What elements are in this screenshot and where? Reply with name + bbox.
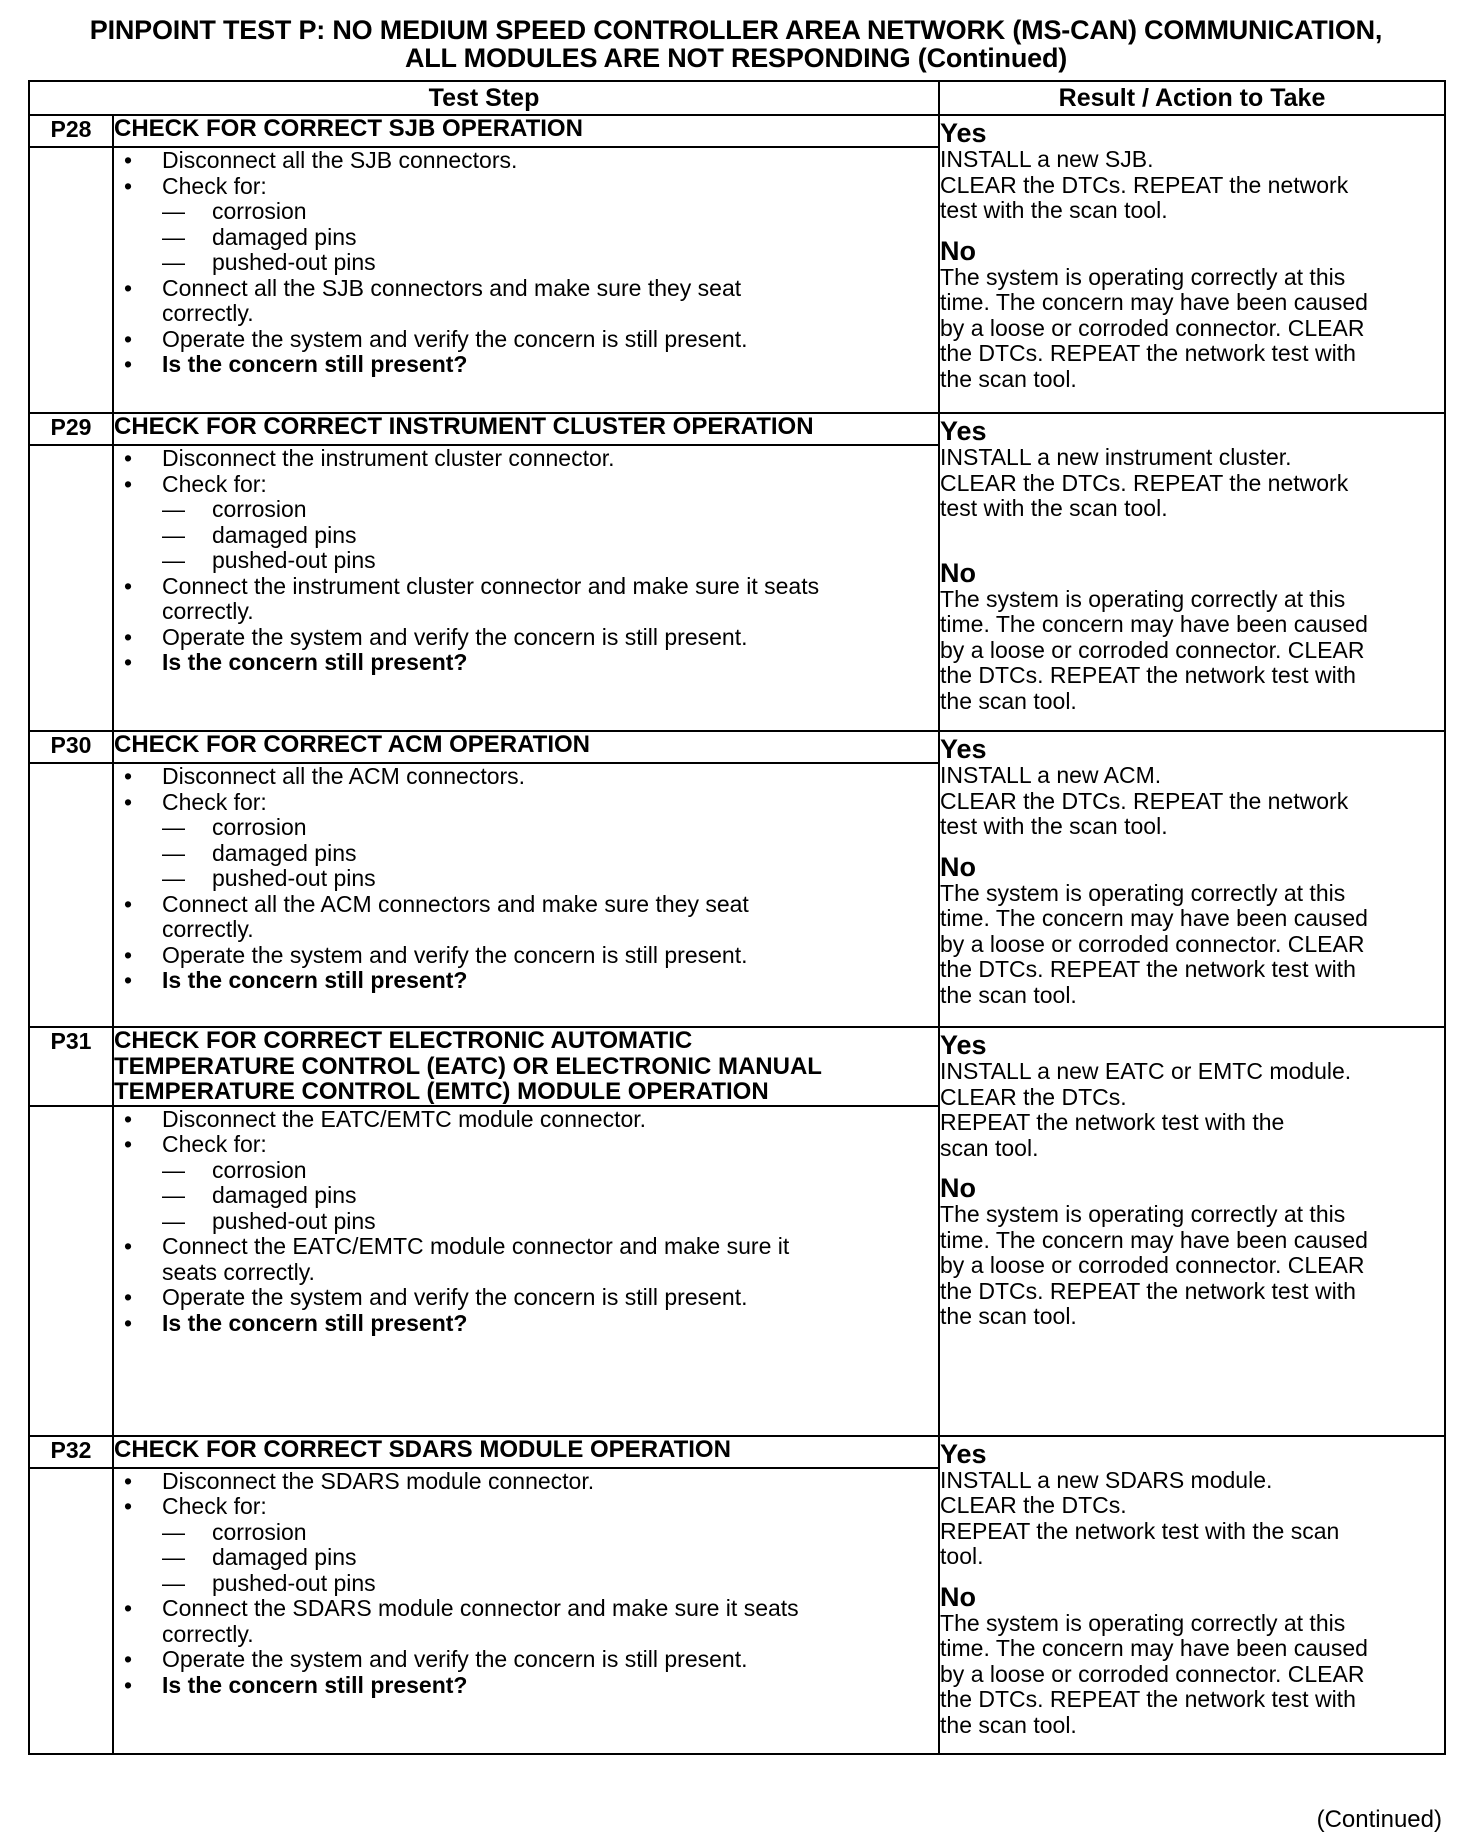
- bullet-icon: •: [124, 351, 133, 377]
- connect-instruction-cont: correctly.: [162, 598, 254, 624]
- spacer: [940, 1570, 1444, 1580]
- no-action-line: time. The concern may have been caused: [940, 289, 1368, 315]
- check-corrosion: corrosion: [212, 198, 307, 224]
- step-id-blank: [29, 763, 113, 1027]
- bullet-icon: •: [124, 890, 133, 917]
- check-damaged-pins: damaged pins: [212, 1544, 357, 1570]
- yes-label: Yes: [940, 1030, 987, 1060]
- spacer: [940, 522, 1444, 556]
- header-result: Result / Action to Take: [939, 81, 1445, 115]
- no-action-line: The system is operating correctly at this: [940, 1201, 1346, 1227]
- check-corrosion: corrosion: [212, 1518, 307, 1545]
- concern-question: Is the concern still present?: [162, 1309, 468, 1336]
- check-for-instruction: Check for:: [162, 172, 267, 199]
- step-title-line: CHECK FOR CORRECT SJB OPERATION: [114, 115, 583, 142]
- connect-instruction-item: [114, 1596, 938, 1622]
- concern-question-item: [114, 968, 938, 994]
- no-action-line: time. The concern may have been caused: [940, 1226, 1368, 1253]
- check-pushed-out-pins: pushed-out pins: [212, 547, 376, 573]
- dash-icon: —: [162, 198, 185, 224]
- yes-label: Yes: [940, 416, 987, 446]
- no-action-line: the scan tool.: [940, 1303, 1077, 1329]
- no-label: No: [940, 235, 977, 266]
- step-title-line: CHECK FOR CORRECT SDARS MODULE OPERATION: [114, 1435, 731, 1463]
- bullet-icon: •: [124, 1233, 133, 1259]
- no-label: No: [940, 1173, 977, 1203]
- no-action-line: the DTCs. REPEAT the network test with: [940, 1686, 1356, 1712]
- step-title-row: [29, 413, 1445, 445]
- disconnect-instruction: Disconnect the EATC/EMTC module connector.: [162, 1105, 647, 1132]
- page-title: [28, 16, 1444, 72]
- check-pushed-out-pins-item: [114, 250, 938, 276]
- step-title-line: TEMPERATURE CONTROL (EATC) OR ELECTRONIC MANUAL: [114, 1052, 822, 1080]
- disconnect-instruction: Disconnect all the ACM connectors.: [162, 763, 526, 789]
- operate-instruction: Operate the system and verify the concern is still present.: [162, 325, 748, 352]
- yes-action-line: INSTALL a new ACM.: [940, 762, 1162, 788]
- no-action-line: time. The concern may have been caused: [940, 1635, 1368, 1661]
- disconnect-instruction-item: [114, 446, 938, 472]
- check-damaged-pins: damaged pins: [212, 839, 357, 866]
- check-damaged-pins-item: [114, 523, 938, 549]
- check-for-instruction-item: [114, 790, 938, 816]
- check-damaged-pins: damaged pins: [212, 223, 357, 250]
- bullet-icon: •: [124, 470, 133, 497]
- yes-action-line: test with the scan tool.: [940, 495, 1168, 521]
- yes-action-line: INSTALL a new SJB.: [940, 146, 1154, 172]
- no-action-line: the DTCs. REPEAT the network test with: [940, 956, 1356, 982]
- yes-action-line: CLEAR the DTCs. REPEAT the network: [940, 171, 1349, 198]
- yes-label: Yes: [940, 734, 987, 764]
- connect-instruction-item: [114, 276, 938, 302]
- step-title-row: [29, 731, 1445, 763]
- spacer: [940, 840, 1444, 850]
- no-action-line: the DTCs. REPEAT the network test with: [940, 1277, 1356, 1304]
- check-pushed-out-pins-item: [114, 548, 938, 574]
- step-id: P28: [29, 115, 113, 147]
- result-cell: [939, 1027, 1445, 1436]
- connect-instruction-item: [114, 574, 938, 600]
- yes-action-line: INSTALL a new EATC or EMTC module.: [940, 1058, 1352, 1084]
- check-for-instruction: Check for:: [162, 1131, 267, 1157]
- check-pushed-out-pins: pushed-out pins: [212, 1569, 376, 1596]
- no-action-line: the scan tool.: [940, 687, 1077, 714]
- no-action-line: by a loose or corroded connector. CLEAR: [940, 1252, 1365, 1278]
- bullet-icon: •: [124, 967, 133, 993]
- operate-instruction: Operate the system and verify the concern is still present.: [162, 623, 748, 650]
- check-pushed-out-pins-item: [114, 866, 938, 892]
- no-action-line: by a loose or corroded connector. CLEAR: [940, 930, 1365, 957]
- step-title-line: CHECK FOR CORRECT INSTRUMENT CLUSTER OPERATION: [114, 413, 814, 440]
- check-pushed-out-pins: pushed-out pins: [212, 1207, 376, 1234]
- bullet-icon: •: [124, 172, 133, 199]
- yes-label: Yes: [940, 1438, 987, 1469]
- dash-icon: —: [162, 1569, 185, 1596]
- step-title-line: CHECK FOR CORRECT ELECTRONIC AUTOMATIC: [114, 1027, 693, 1054]
- no-action-line: by a loose or corroded connector. CLEAR: [940, 314, 1365, 341]
- header-test-step: Test Step: [29, 81, 939, 115]
- result-cell: [939, 115, 1445, 413]
- spacer: [940, 1161, 1444, 1171]
- dash-icon: —: [162, 521, 185, 548]
- page-title-line-1: PINPOINT TEST P: NO MEDIUM SPEED CONTROLLER AREA NETWORK (MS-CAN) COMMUNICATION,: [89, 15, 1383, 45]
- concern-question-item: [114, 1311, 938, 1337]
- result-cell: [939, 413, 1445, 731]
- connect-instruction-cont: seats correctly.: [162, 1258, 315, 1285]
- step-id: P32: [29, 1436, 113, 1468]
- disconnect-instruction-item: [114, 1107, 938, 1133]
- step-id-blank: [29, 147, 113, 413]
- step-title: [113, 1027, 939, 1106]
- check-corrosion-item: [114, 1520, 938, 1546]
- spacer: [940, 224, 1444, 234]
- operate-instruction-item: [114, 943, 938, 969]
- connect-instruction: Connect the EATC/EMTC module connector and make sure it: [162, 1233, 790, 1259]
- page-title-line-2: ALL MODULES ARE NOT RESPONDING (Continued): [404, 43, 1068, 73]
- no-action-line: the scan tool.: [940, 981, 1077, 1008]
- step-title: [113, 115, 939, 147]
- dash-icon: —: [162, 223, 185, 250]
- check-damaged-pins-item: [114, 841, 938, 867]
- yes-action-line: tool.: [940, 1543, 984, 1569]
- dash-icon: —: [162, 1182, 185, 1208]
- step-instructions: [113, 763, 939, 1027]
- bullet-icon: •: [124, 274, 133, 301]
- check-damaged-pins-item: [114, 1183, 938, 1209]
- connect-instruction-cont: correctly.: [162, 1620, 254, 1647]
- step-id: P31: [29, 1027, 113, 1106]
- connect-instruction-item: [114, 1234, 938, 1260]
- disconnect-instruction: Disconnect all the SJB connectors.: [162, 147, 518, 173]
- no-action-line: the scan tool.: [940, 365, 1077, 392]
- step-title-row: [29, 115, 1445, 147]
- bullet-icon: •: [124, 1467, 133, 1494]
- bullet-icon: •: [124, 623, 133, 650]
- dash-icon: —: [162, 814, 185, 840]
- no-action-line: the DTCs. REPEAT the network test with: [940, 340, 1356, 366]
- disconnect-instruction: Disconnect the instrument cluster connector.: [162, 445, 615, 471]
- no-action-line: The system is operating correctly at this: [940, 263, 1346, 290]
- disconnect-instruction-item: [114, 148, 938, 174]
- dash-icon: —: [162, 1156, 185, 1183]
- no-action-line: time. The concern may have been caused: [940, 905, 1368, 931]
- yes-action-line: REPEAT the network test with the: [940, 1109, 1285, 1135]
- yes-label: Yes: [940, 118, 987, 148]
- concern-question: Is the concern still present?: [162, 649, 468, 675]
- disconnect-instruction-item: [114, 764, 938, 790]
- check-damaged-pins: damaged pins: [212, 1182, 357, 1208]
- check-pushed-out-pins: pushed-out pins: [212, 249, 376, 275]
- check-for-instruction: Check for:: [162, 788, 267, 815]
- yes-action-line: scan tool.: [940, 1134, 1039, 1161]
- check-corrosion-item: [114, 497, 938, 523]
- no-action-line: by a loose or corroded connector. CLEAR: [940, 636, 1365, 663]
- check-pushed-out-pins: pushed-out pins: [212, 865, 376, 891]
- step-id-blank: [29, 445, 113, 731]
- bullet-icon: •: [124, 1646, 133, 1672]
- yes-action-line: INSTALL a new SDARS module.: [940, 1466, 1273, 1493]
- check-pushed-out-pins-item: [114, 1209, 938, 1235]
- dash-icon: —: [162, 496, 185, 522]
- connect-instruction: Connect all the ACM connectors and make sure they seat: [162, 890, 749, 917]
- check-damaged-pins: damaged pins: [212, 521, 357, 548]
- step-title-line: CHECK FOR CORRECT ACM OPERATION: [114, 731, 590, 758]
- dash-icon: —: [162, 865, 185, 891]
- step-instructions: [113, 1106, 939, 1436]
- step-instructions: [113, 147, 939, 413]
- step-title: [113, 1436, 939, 1468]
- dash-icon: —: [162, 839, 185, 866]
- dash-icon: —: [162, 1544, 185, 1570]
- operate-instruction: Operate the system and verify the concern is still present.: [162, 941, 748, 968]
- yes-action-line: CLEAR the DTCs.: [940, 1083, 1127, 1110]
- step-title: [113, 731, 939, 763]
- connect-instruction: Connect all the SJB connectors and make sure they seat: [162, 274, 742, 301]
- concern-question-item: [114, 352, 938, 378]
- step-instructions: [113, 1468, 939, 1754]
- no-label: No: [940, 557, 977, 588]
- step-id-blank: [29, 1106, 113, 1436]
- check-for-instruction-item: [114, 174, 938, 200]
- check-corrosion: corrosion: [212, 814, 307, 840]
- step-instructions: [113, 445, 939, 731]
- step-title: [113, 413, 939, 445]
- bullet-icon: •: [124, 1671, 133, 1698]
- check-corrosion-item: [114, 199, 938, 225]
- operate-instruction-item: [114, 1285, 938, 1311]
- bullet-icon: •: [124, 1131, 133, 1157]
- continued-label: (Continued): [1316, 1806, 1442, 1833]
- no-label: No: [940, 851, 977, 882]
- pinpoint-test-table: [28, 80, 1446, 1755]
- bullet-icon: •: [124, 1595, 133, 1621]
- bullet-icon: •: [124, 941, 133, 968]
- connect-instruction: Connect the SDARS module connector and make sure it seats: [162, 1595, 799, 1621]
- check-for-instruction: Check for:: [162, 1493, 267, 1519]
- disconnect-instruction: Disconnect the SDARS module connector.: [162, 1467, 595, 1494]
- bullet-icon: •: [124, 788, 133, 815]
- no-action-line: the scan tool.: [940, 1711, 1077, 1738]
- bullet-icon: •: [124, 1105, 133, 1132]
- bullet-icon: •: [124, 1309, 133, 1336]
- result-cell: [939, 1436, 1445, 1754]
- check-corrosion: corrosion: [212, 1156, 307, 1183]
- check-pushed-out-pins-item: [114, 1571, 938, 1597]
- check-for-instruction: Check for:: [162, 470, 267, 497]
- connect-instruction: Connect the instrument cluster connector and make sure it seats: [162, 572, 820, 599]
- concern-question-item: [114, 650, 938, 676]
- no-action-line: The system is operating correctly at this: [940, 879, 1346, 906]
- no-action-line: the DTCs. REPEAT the network test with: [940, 662, 1356, 688]
- connect-instruction-item: [114, 892, 938, 918]
- step-title-row: [29, 1027, 1445, 1106]
- yes-action-line: CLEAR the DTCs.: [940, 1492, 1127, 1518]
- no-action-line: The system is operating correctly at this: [940, 1609, 1346, 1636]
- concern-question: Is the concern still present?: [162, 351, 468, 377]
- step-id: P30: [29, 731, 113, 763]
- yes-action-line: CLEAR the DTCs. REPEAT the network: [940, 469, 1349, 496]
- concern-question-item: [114, 1673, 938, 1699]
- no-action-line: The system is operating correctly at this: [940, 585, 1346, 612]
- yes-action-line: test with the scan tool.: [940, 813, 1168, 839]
- operate-instruction-item: [114, 1647, 938, 1673]
- step-title-row: [29, 1436, 1445, 1468]
- check-for-instruction-item: [114, 1132, 938, 1158]
- dash-icon: —: [162, 1518, 185, 1545]
- bullet-icon: •: [124, 763, 133, 789]
- check-damaged-pins-item: [114, 1545, 938, 1571]
- connect-instruction-cont: correctly.: [162, 300, 254, 326]
- dash-icon: —: [162, 547, 185, 573]
- check-corrosion-item: [114, 815, 938, 841]
- dash-icon: —: [162, 1207, 185, 1234]
- concern-question: Is the concern still present?: [162, 1671, 468, 1698]
- check-for-instruction-item: [114, 472, 938, 498]
- step-id-blank: [29, 1468, 113, 1754]
- yes-action-line: REPEAT the network test with the scan: [940, 1517, 1340, 1544]
- yes-action-line: INSTALL a new instrument cluster.: [940, 444, 1292, 470]
- bullet-icon: •: [124, 572, 133, 599]
- yes-action-line: CLEAR the DTCs. REPEAT the network: [940, 787, 1349, 814]
- result-cell: [939, 731, 1445, 1027]
- bullet-icon: •: [124, 649, 133, 675]
- yes-action-line: test with the scan tool.: [940, 197, 1168, 223]
- bullet-icon: •: [124, 147, 133, 173]
- concern-question: Is the concern still present?: [162, 967, 468, 993]
- check-for-instruction-item: [114, 1494, 938, 1520]
- no-action-line: by a loose or corroded connector. CLEAR: [940, 1660, 1365, 1687]
- step-id: P29: [29, 413, 113, 445]
- bullet-icon: •: [124, 445, 133, 471]
- bullet-icon: •: [124, 1493, 133, 1519]
- operate-instruction: Operate the system and verify the concern is still present.: [162, 1646, 748, 1672]
- disconnect-instruction-item: [114, 1469, 938, 1495]
- check-corrosion: corrosion: [212, 496, 307, 522]
- no-action-line: time. The concern may have been caused: [940, 611, 1368, 637]
- check-damaged-pins-item: [114, 225, 938, 251]
- dash-icon: —: [162, 249, 185, 275]
- no-label: No: [940, 1581, 977, 1612]
- operate-instruction-item: [114, 625, 938, 651]
- operate-instruction: Operate the system and verify the concern is still present.: [162, 1284, 748, 1310]
- bullet-icon: •: [124, 1284, 133, 1310]
- operate-instruction-item: [114, 327, 938, 353]
- bullet-icon: •: [124, 325, 133, 352]
- connect-instruction-cont: correctly.: [162, 916, 254, 942]
- step-title-line: TEMPERATURE CONTROL (EMTC) MODULE OPERATION: [114, 1078, 769, 1105]
- check-corrosion-item: [114, 1158, 938, 1184]
